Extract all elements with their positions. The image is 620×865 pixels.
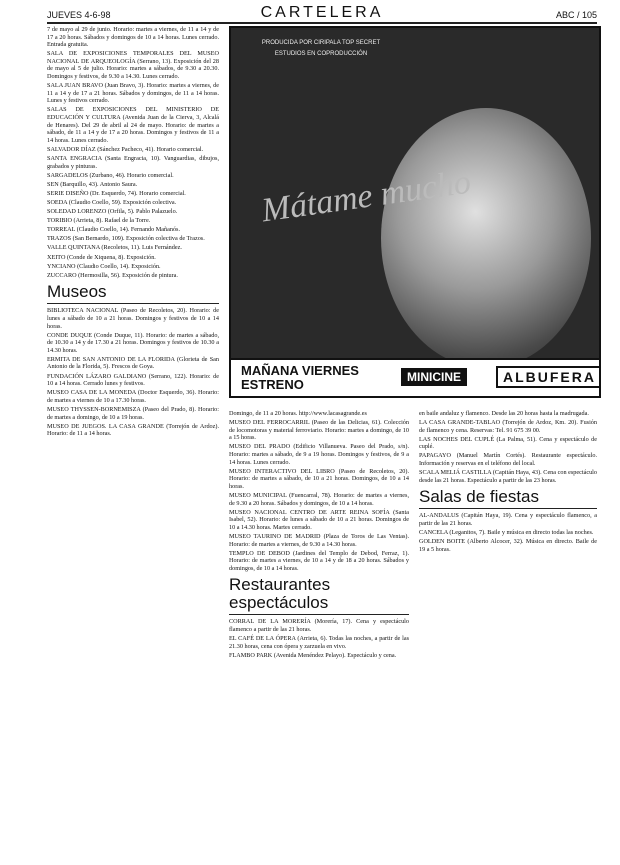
museum-entry: MUSEO MUNICIPAL (Fuencarral, 78). Horario: de martes a viernes, de 9.30 a 20 horas. Sábados y domingos, de 10 a 14 horas. [229,491,409,507]
museum-entry: MUSEO CASA DE LA MONEDA (Doctor Esquerdo, 36). Horario: de martes a viernes de 10 a 17.30 horas. [47,389,219,404]
restaurant-entry: FLAMBO PARK (Avenida Menéndez Pelayo). Espectáculo y cena. [229,651,397,659]
listing-entry: SEN (Barquillo, 43). Antonio Saura. [47,180,138,188]
cinema-logo-albufera: ALBUFERA [496,366,601,388]
museum-entry: MUSEO INTERACTIVO DEL LIBRO (Paseo de Recoletos, 20). Horario: de martes a sábado, de 10 a 21 horas. Domingos, de 10 a 14 horas. [229,467,409,490]
ad-tagline-line2: ESTRENO [241,377,304,392]
museum-entry: FUNDACIÓN LÁZARO GALDIANO (Serrano, 122). Horario: de 10 a 14 horas. Cerrado lunes y festivos. [47,372,219,388]
listing-entry: SOLEDAD LORENZO (Orfila, 5). Pablo Palazuelo. [47,208,178,216]
column-middle [229,410,409,862]
listing-entry: TORREAL (Claudio Coello, 14). Fernando Mañanós. [47,226,181,234]
section-heading-salas: Salas de fiestas [419,488,597,509]
listing-intro: 7 de mayo al 29 de junio. Horario: martes a viernes, de 11 a 14 y de 17 a 20 horas. Sábados y domingos de 10 a 14 horas. Lunes cerrado. Entrada gratuita. [47,26,219,49]
restaurant-entry: LAS NOCHES DEL CUPLÉ (La Palma, 51). Cena y espectáculo de cuplé. [419,435,597,451]
restaurant-entry: SCALA MELIÁ CASTILLA (Capitán Haya, 43). Cena con espectáculo desde las 21 horas. Espectáculo a partir de las 23 horas. [419,469,597,484]
section-title: CARTELERA [260,4,384,21]
column-left [47,26,219,862]
listing-entry: TRAZOS (San Bernardo, 109). Exposición colectiva de Trazos. [47,235,205,243]
listing-entry: SOEDA (Claudio Coello, 59). Exposición colectiva. [47,198,177,206]
listing-entry: SANTA ENGRACIA (Santa Engracia, 10). Vanguardias, dibujos, grabados y pinturas. [47,155,219,170]
salas-entry: GOLDEN BOITE (Alberto Alcocer, 32). Música en directo. Baile de 19 a 5 horas. [419,538,597,553]
restaurant-entry: EL CAFÉ DE LA ÓPERA (Arrieta, 6). Todas las noches, a partir de las 21.30 horas, cena con ópera y zarzuela en vivo. [229,635,409,650]
listing-entry: SALA DE EXPOSICIONES TEMPORALES DEL MUSEO NACIONAL DE ARQUEOLOGÍA (Serrano, 13). Exposición del 28 de mayo al 5 de julio. Horario: martes a sábados, de 9.30 a 20.30. Domingos y festivos, de 9.30 a 14.30. Lunes cerrado. [47,50,219,81]
listing-entry: SALVADOR DÍAZ (Sánchez Pacheco, 41). Horario comercial. [47,145,204,153]
museum-entry: TEMPLO DE DEBOD (Jardines del Templo de Debod, Ferraz, 1). Horario: de martes a viernes, de 10 a 14 y de 18 a 20 horas. Sábados y domingos, de 10 a 14 horas. [229,549,409,572]
museum-entry: BIBLIOTECA NACIONAL (Paseo de Recoletos, 20). Horario: de lunes a sábado de 10 a 21 horas. Domingos y festivos de 10 a 14 horas. [47,307,219,330]
section-heading-restaurantes: Restaurantes espectáculos [229,576,409,615]
cinema-logo-minicine: MINICINE [401,368,467,386]
listing-entry: VALLE QUINTANA (Recoletos, 11). Luis Fernández. [47,244,182,252]
listing-entry: ZUCCARO (Hermosilla, 56). Exposición de pintura. [47,271,178,279]
museum-entry: ERMITA DE SAN ANTONIO DE LA FLORIDA (Glorieta de San Antonio de la Florida, 5). Frescos de Goya. [47,355,219,371]
film-advertisement [229,26,601,398]
museum-entry: MUSEO DEL PRADO (Edificio Villanueva. Paseo del Prado, s/n). Horario: martes a sábado, de 9 a 19 horas. Domingos y festivos, de 9 a 14 horas. Lunes cerrado. [229,443,409,466]
poster-face-image [381,108,591,358]
ad-tagline-line1: MAÑANA VIERNES [241,363,359,378]
listing-entry: SALA JUAN BRAVO (Juan Bravo, 3). Horario: martes a viernes, de 11 a 14 y de 17 a 21 horas. Sábados y domingos, de 11 a 14 horas. Lunes y festivos cerrado. [47,82,219,105]
museum-entry: MUSEO DE JUEGOS. LA CASA GRANDE (Torrejón de Ardoz). Horario: de 11 a 14 horas. [47,422,219,438]
section-heading-museos: Museos [47,283,219,304]
restaurant-entry: CORRAL DE LA MORERÍA (Morería, 17). Cena y espectáculo flamenco a partir de las 21 horas. [229,618,409,633]
restaurant-entry: LA CASA GRANDE-TABLAO (Torrejón de Ardoz, Km. 20). Fusión de flamenco y cena. Reservas: Tel. 91 675 39 00. [419,419,597,434]
listing-entry: TORIBIO (Arrieta, 8). Rafael de la Torre. [47,217,151,225]
film-poster [231,28,599,358]
listing-entry: XEITO (Conde de Xiquena, 8). Exposición. [47,253,156,261]
listing-entry: SARGADELOS (Zurbano, 46). Horario comercial. [47,171,174,179]
column-right [419,410,597,862]
listing-entry: SALAS DE EXPOSICIONES DEL MINISTERIO DE EDUCACIÓN Y CULTURA (Avenida Juan de la Cierva, 3, Alcalá de Henares). Del 29 de abril al 24 de mayo. Horario: de martes a sábado, de 11 a 14 y de 17 a 20 horas. Domingos y festivos de 11 a 14 horas. Lunes cerrado. [47,106,219,144]
museum-entry: MUSEO TAURINO DE MADRID (Plaza de Toros de Las Ventas). Horario: de martes a viernes, de 9.30 a 14.30 horas. [229,532,409,548]
page-number: ABC / 105 [555,10,597,20]
museum-entry: MUSEO DEL FERROCARRIL (Paseo de las Delicias, 61). Colección de locomotoras y material ferroviario. Horario: martes a domingo, de 10 a 15 horas. [229,419,409,442]
listing-intro: Domingo, de 11 a 20 horas. http://www.lacasagrande.es [229,410,367,417]
museum-entry: MUSEO NACIONAL CENTRO DE ARTE REINA SOFÍA (Santa Isabel, 52). Horario: de lunes a sábado de 10 a 21 horas. Domingos de 10 a 14.30 horas. Martes cerrado. [229,508,409,531]
poster-credits: PRODUCIDA POR CIRIPALA TOP SECRET ESTUDIOS EN COPRODUCCIÓN [261,40,381,57]
salas-entry: AL-ANDALUS (Capitán Haya, 19). Cena y espectáculo flamenco, a partir de las 21 horas. [419,512,597,527]
listing-entry: SERIE DISEÑO (Dr. Esquerdo, 74). Horario comercial. [47,189,186,197]
ad-strip [231,358,599,398]
listing-entry: YNCIANO (Claudio Coello, 14). Exposición. [47,262,161,270]
header-date: JUEVES 4-6-98 [47,10,111,20]
ad-tagline [241,364,359,392]
poster-title: Mátame mucho [259,163,474,230]
museum-entry: CONDE DUQUE (Conde Duque, 11). Horario: de martes a sábado, de 10.30 a 14 y de 17.30 a 21 horas. Domingos y festivos de 10.30 a 14.30 horas. [47,331,219,354]
salas-entry: CANCELA (Leganitos, 7). Baile y música en directo todas las noches. [419,529,594,537]
page-header [47,4,597,24]
restaurant-entry: PAPAGAYO (Manuel Martín Cortés). Restaurante espectáculo. Información y reservas en el teléfono del local. [419,452,597,468]
listing-intro: en baile andaluz y flamenco. Desde las 20 horas hasta la madrugada. [419,410,589,417]
museum-entry: MUSEO THYSSEN-BORNEMISZA (Paseo del Prado, 8). Horario: de martes a domingo, de 10 a 19 horas. [47,405,219,421]
